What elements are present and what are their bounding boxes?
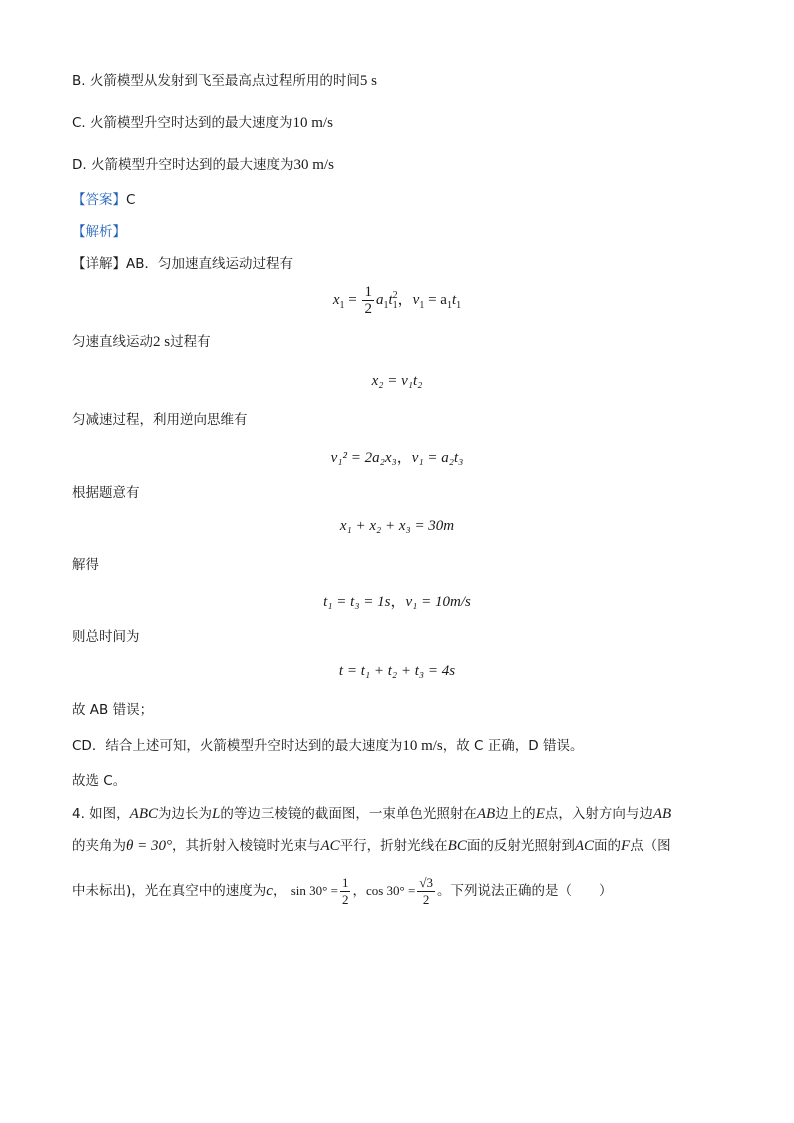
q4-l2-a: 的夹角为 [72,838,126,854]
q4-line-1 [72,804,671,824]
q4-line-2 [72,836,671,856]
equation-2 [0,373,794,390]
q4-E: E [535,806,545,822]
q4-cos-frac [417,875,435,908]
q4-sin-frac [340,875,351,908]
q4-l2-c: 平行，折射光线在 [339,838,448,854]
q4-l2-b: ，其折射入棱镜时光束与 [172,838,321,854]
q4-F: F [621,838,631,854]
ab-wrong-text: 故 AB 错误； [72,702,154,718]
solve-text: 解得 [72,557,99,573]
detail-text: AB．匀加速直线运动过程有 [126,256,293,272]
eq5-right: v₁ = 10m/s [405,594,471,610]
eq1-x1: x [332,291,340,308]
q4-sin-num: 1 [341,874,349,890]
q4-l2-e: 面的 [594,838,622,854]
uniform-pre: 匀速直线运动 [72,334,153,350]
uniform-post: 过程有 [170,334,211,350]
analysis-tag: 【解析】 [72,224,126,240]
eq1-eq: = [344,291,361,308]
detail-tag: 【详解】 [72,256,126,272]
option-b [72,71,377,91]
q4-ac2: AC [574,838,595,854]
q4-l1-a: 4. 如图， [72,806,130,822]
eq5-left: t₁ = t₃ = 1s [323,594,391,610]
uniform-line [72,332,211,352]
eq1-den: 2 [364,301,372,317]
given-text: 根据题意有 [72,485,140,501]
eq3-right: v₁ = a₂t₃ [411,450,464,466]
decel-text: 匀减速过程，利用逆向思维有 [72,412,248,428]
q4-ab2: AB [652,806,672,822]
q4-l3-a: 中未标出)，光在真空中的速度为 [72,883,267,899]
q4-L: L [212,806,221,822]
q4-l2-d: 面的反射光照射到 [466,838,575,854]
q4-bc: BC [447,838,467,854]
equation-4 [0,518,794,535]
total-line [72,627,140,647]
q4-cos: cos 30° = [365,883,416,898]
eq1-a: a [375,291,384,308]
equation-6 [0,663,794,680]
q4-theta: θ = 30° [126,838,172,854]
eq3-sep: ， [396,450,412,466]
choose-line [72,771,126,791]
option-d-text: D. 火箭模型升空时达到的最大速度为 [72,157,294,173]
equation-3 [0,446,794,467]
choose-text: 故选 C。 [72,773,127,789]
q4-ab: AB [476,806,496,822]
q4-l1-e: 点，入射方向与边 [544,806,653,822]
solve-line [72,555,99,575]
equation-1: $x_1$ = $\frac{1}{2}$ $a_1t_1^2$，$v_1 = a_1t_1$ [332,284,462,317]
q4-l1-d: 边上的 [495,806,536,822]
eq1-v1: v [412,291,420,308]
eq6-text: t = t₁ + t₂ + t₃ = 4s [338,663,456,679]
eq5-sep: ， [390,594,406,610]
uniform-value: 2 s [153,334,171,350]
q4-l2-f: 点（图 [630,838,671,854]
analysis-line [72,222,126,242]
eq1-sep: ， [397,291,413,308]
q4-line-3 [72,874,612,908]
total-text: 则总时间为 [72,629,140,645]
q4-c: c [266,883,273,899]
given-line [72,483,140,503]
equation-5 [0,590,794,611]
cd-value: 10 m/s [402,738,443,754]
eq1-v1-rest: = a [424,291,447,308]
q4-l3-end: 。下列说法正确的是（ ） [436,883,613,899]
answer-tag: 【答案】 [72,192,126,208]
q4-abc: ABC [129,806,159,822]
eq1-fraction [362,284,374,317]
ab-wrong-line [72,700,153,720]
answer-line [72,190,135,210]
option-c [72,113,333,133]
q4-cos-den: 2 [422,891,430,907]
cd-post: ，故 C 正确，D 错误。 [442,738,584,754]
eq1-num: 1 [364,284,372,300]
cd-line [72,736,583,756]
cd-pre: CD．结合上述可知，火箭模型升空时达到的最大速度为 [72,738,403,754]
eq2-text: x₂ = v₁t₂ [371,373,423,389]
decel-line [72,410,248,430]
q4-l3-sep: ， [352,883,366,899]
option-d-value: 30 m/s [293,157,334,173]
q4-ac: AC [320,838,340,854]
option-d [72,155,334,175]
option-c-text: C. 火箭模型升空时达到的最大速度为 [72,115,293,131]
option-c-value: 10 m/s [292,115,333,131]
option-b-text: B. 火箭模型从发射到飞至最高点过程所用的时间 [72,73,360,89]
q4-l1-c: 的等边三棱镜的截面图，一束单色光照射在 [220,806,477,822]
q4-l3-b: ， [272,883,287,899]
detail-line [72,254,293,274]
answer-value: C [126,192,136,208]
eq3-left: v₁² = 2a₂x₃ [330,450,397,466]
eq4-text: x₁ + x₂ + x₃ = 30m [339,518,455,534]
q4-sin: sin 30° = [290,883,338,898]
q4-l1-b: 为边长为 [158,806,213,822]
q4-sin-den: 2 [341,891,349,907]
option-b-value: 5 s [359,73,377,89]
q4-cos-num: √3 [419,874,433,890]
